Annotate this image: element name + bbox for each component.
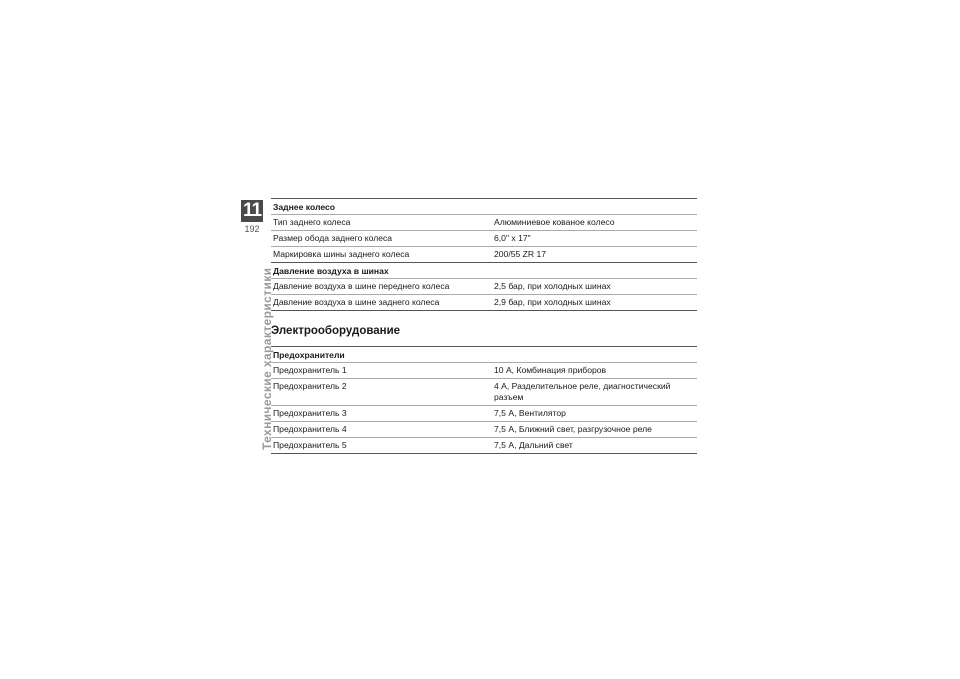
table-row [271, 363, 697, 379]
fuses-heading: Предохранители [271, 346, 697, 362]
chapter-number: 11 [242, 200, 262, 221]
spec-key: Давление воздуха в шине переднего колеса [271, 279, 492, 295]
table-row [271, 422, 697, 438]
table-row [271, 247, 697, 263]
spec-value: 200/55 ZR 17 [492, 247, 697, 263]
spec-key: Размер обода заднего колеса [271, 231, 492, 247]
spec-value: 4 А, Разделительное реле, диагностический разъем [492, 379, 697, 406]
fuses-table [271, 362, 697, 454]
table-row [271, 279, 697, 295]
tire-pressure-table [271, 278, 697, 311]
electrical-heading: Электрооборудование [271, 325, 401, 337]
table-row [271, 438, 697, 454]
spec-value: 2,9 бар, при холодных шинах [492, 295, 697, 311]
spec-key: Предохранитель 5 [271, 438, 492, 454]
spec-key: Предохранитель 3 [271, 406, 492, 422]
table-row [271, 406, 697, 422]
spec-value: Алюминиевое кованое колесо [492, 215, 697, 231]
spec-value: 6,0" x 17" [492, 231, 697, 247]
spec-value: 2,5 бар, при холодных шинах [492, 279, 697, 295]
spec-value: 7,5 А, Ближний свет, разгрузочное реле [492, 422, 697, 438]
table-row [271, 215, 697, 231]
rear-wheel-heading: Заднее колесо [271, 198, 697, 214]
spec-key: Маркировка шины заднего колеса [271, 247, 492, 263]
spec-key: Предохранитель 1 [271, 363, 492, 379]
spec-value: 10 А, Комбинация приборов [492, 363, 697, 379]
spec-value: 7,5 А, Вентилятор [492, 406, 697, 422]
rear-wheel-table [271, 214, 697, 263]
spec-key: Давление воздуха в шине заднего колеса [271, 295, 492, 311]
table-row [271, 379, 697, 406]
spec-key: Тип заднего колеса [271, 215, 492, 231]
spec-key: Предохранитель 4 [271, 422, 492, 438]
spec-content [271, 198, 697, 454]
table-row [271, 231, 697, 247]
table-row [271, 295, 697, 311]
tire-pressure-heading: Давление воздуха в шинах [273, 266, 389, 276]
spec-value: 7,5 А, Дальний свет [492, 438, 697, 454]
chapter-title: Технические характеристики [260, 267, 274, 450]
chapter-badge [241, 200, 263, 235]
spec-key: Предохранитель 2 [271, 379, 492, 406]
page-number: 192 [244, 224, 260, 234]
